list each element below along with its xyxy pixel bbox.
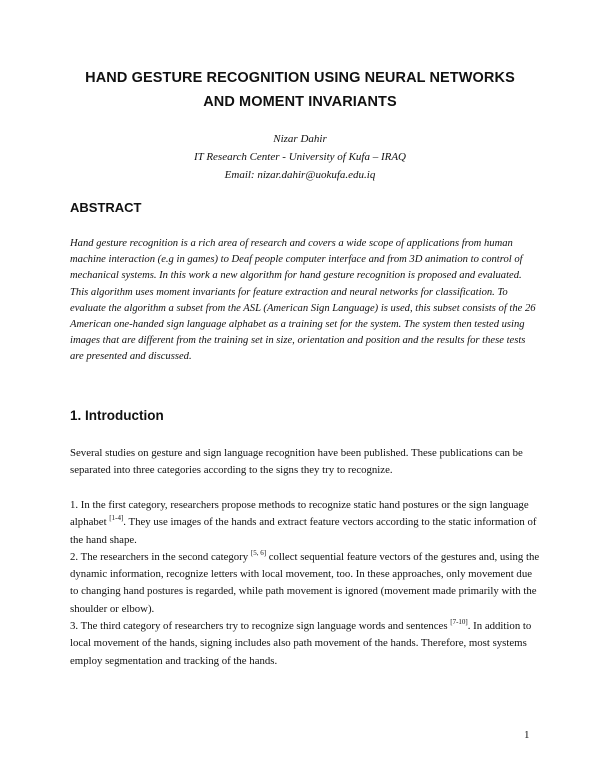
title-line-2: AND MOMENT INVARIANTS: [203, 94, 397, 110]
author-block: [60, 130, 540, 184]
paper-title: [60, 66, 540, 114]
abstract-heading: ABSTRACT: [70, 200, 142, 215]
author-affiliation: IT Research Center - University of Kufa – IRAQ: [193, 151, 407, 163]
intro-paragraph: Several studies on gesture and sign language recognition have been published. These publications can be separated into three categories according to the signs they try to recognize.: [70, 447, 523, 477]
author-name: Nizar Dahir: [273, 133, 327, 145]
author-email: Email: nizar.dahir@uokufa.edu.iq: [224, 169, 376, 181]
list-item: 1. In the first category, researchers propose methods to recognize static hand postures or the sign language alphabet [1-4]. They use images of the hands and extract feature vectors according to the static information of the hand shape.: [70, 499, 537, 546]
citation-ref: [5, 6]: [250, 548, 267, 557]
category-list: [70, 497, 540, 670]
citation-ref: [7-10]: [450, 618, 468, 627]
introduction-heading: 1. Introduction: [70, 408, 164, 423]
list-item: 3. The third category of researchers try to recognize sign language words and sentences [7-10]. In addition to local movement of the hands, signing includes also path movement of the hands. Therefore, most systems employ segmentation and tracking of the hands.: [70, 618, 532, 667]
abstract-text: Hand gesture recognition is a rich area of research and covers a wide scope of applications from human machine interaction (e.g in games) to Deaf people computer interface and from 3D animation to control of mechanical systems. In this work a new algorithm for hand gesture recognition is proposed and evaluated. This algorithm uses moment invariants for feature extraction and neural networks for classification. To evaluate the algorithm a subset from the ASL (American Sign Language) is used, this subset consists of the 26 American one-handed sign language alphabet as a training set for the system. The system then tested using images that are different from the training set in size, orientation and position and the results for these tests are presented and discussed.: [70, 238, 536, 363]
citation-ref: [1-4]: [109, 514, 124, 523]
list-item: 2. The researchers in the second category [5, 6] collect sequential feature vectors of the gestures and, using the dynamic information, recognize letters with local movement, too. In these approaches, only movement due to changing hand postures is regarded, while path movement is ignored (movement made primarily with the shoulder or elbow).: [70, 548, 540, 615]
title-line-1: HAND GESTURE RECOGNITION USING NEURAL NETWORKS: [85, 70, 515, 86]
page-number: 1: [524, 729, 530, 741]
